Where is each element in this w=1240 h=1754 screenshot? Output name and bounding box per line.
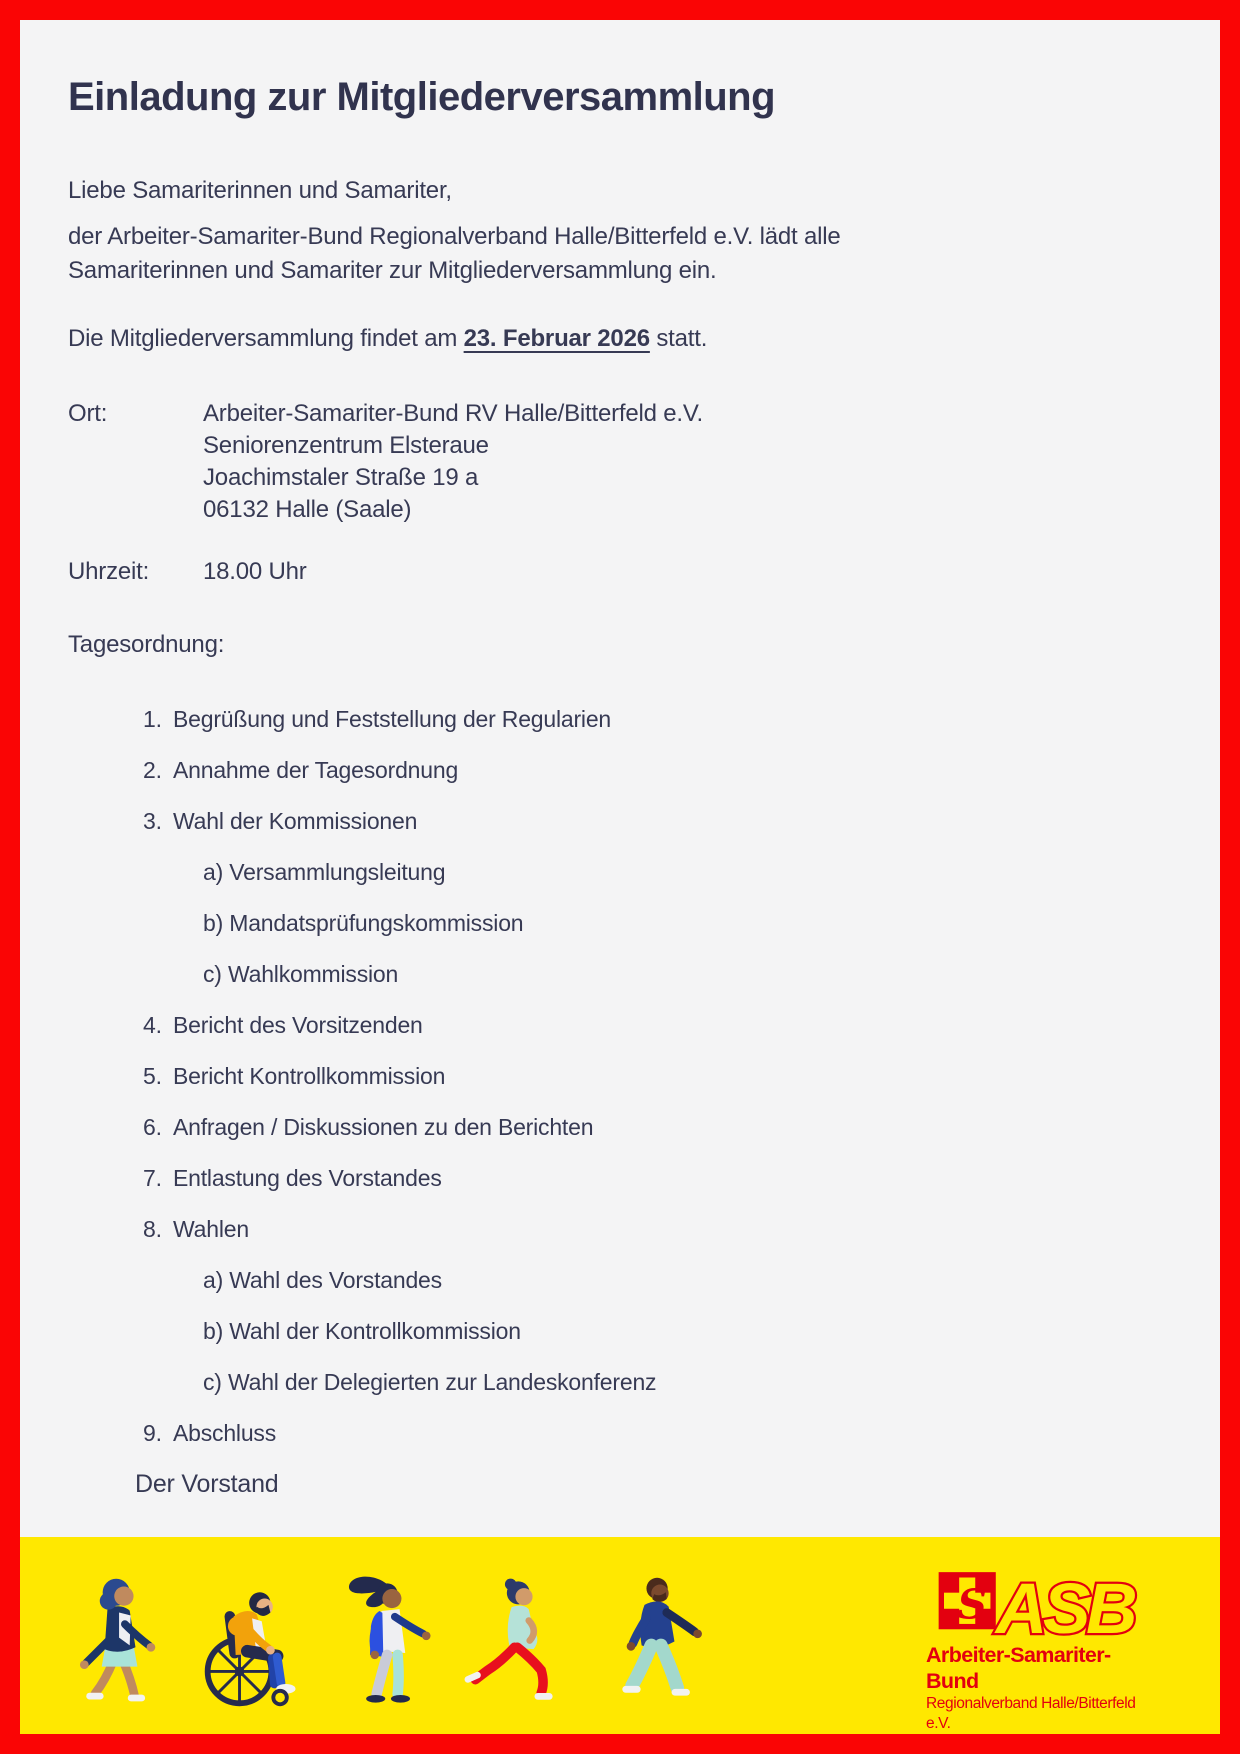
location-label: Ort:	[68, 400, 108, 427]
agenda-subitem: b) Mandatsprüfungskommission	[203, 910, 524, 936]
asb-logo-mark	[926, 1565, 1162, 1640]
agenda-item	[143, 1418, 1172, 1448]
agenda-item	[143, 1163, 1172, 1193]
agenda-item	[143, 1112, 1172, 1142]
page-title: Einladung zur Mitgliederversammlung	[68, 75, 776, 119]
agenda-item	[143, 755, 1172, 785]
footer-illustrations	[62, 1537, 722, 1734]
address-line: Arbeiter-Samariter-Bund RV Halle/Bitterfeld e.V.	[203, 400, 703, 427]
agenda-item-text: Anfragen / Diskussionen zu den Berichten	[173, 1114, 594, 1140]
location-row	[68, 398, 1172, 526]
agenda-item	[143, 1061, 1172, 1091]
salutation: Liebe Samariterinnen und Samariter,	[68, 177, 452, 204]
agenda-item-number: 7.	[143, 1165, 162, 1191]
closing-signature: Der Vorstand	[135, 1470, 279, 1498]
intro-paragraph	[68, 220, 1028, 288]
intro-line: Samariterinnen und Samariter zur Mitgliederversammlung ein.	[68, 257, 717, 284]
time-row	[68, 556, 1172, 588]
agenda-list	[143, 704, 1172, 1448]
time-value: 18.00 Uhr	[203, 558, 307, 585]
agenda-item	[143, 806, 1172, 836]
agenda-item-text: Entlastung des Vorstandes	[173, 1165, 442, 1191]
meeting-date: 23. Februar 2026	[463, 325, 650, 352]
agenda-item	[143, 1010, 1172, 1040]
agenda-item-number: 6.	[143, 1114, 162, 1140]
pregnant-runner-icon	[462, 1572, 586, 1712]
asb-region: Regionalverband Halle/Bitterfeld e.V.	[926, 1695, 1136, 1732]
date-sentence-suffix: statt.	[649, 325, 708, 352]
asb-monogram-letter: S	[957, 1579, 987, 1629]
address-line: Seniorenzentrum Elsteraue	[203, 432, 489, 459]
agenda-item-number: 4.	[143, 1012, 162, 1038]
agenda-item-text: Wahlen	[173, 1216, 249, 1242]
location-address	[203, 398, 703, 526]
agenda-item-number: 5.	[143, 1063, 162, 1089]
agenda-item-text: Annahme der Tagesordnung	[173, 757, 459, 783]
agenda-subitem: c) Wahl der Delegierten zur Landeskonferenz	[203, 1369, 657, 1395]
agenda-item-text: Bericht Kontrollkommission	[173, 1063, 446, 1089]
agenda-item-text: Bericht des Vorsitzenden	[173, 1012, 423, 1038]
agenda-item-number: 3.	[143, 808, 162, 834]
ponytail-woman-icon	[328, 1572, 452, 1712]
invitation-body	[20, 20, 1220, 1537]
asb-logo	[926, 1537, 1162, 1734]
intro-line: der Arbeiter-Samariter-Bund Regionalverband Halle/Bitterfeld e.V. lädt alle	[68, 223, 841, 250]
date-sentence-prefix: Die Mitgliederversammlung findet am	[68, 325, 464, 352]
address-line: 06132 Halle (Saale)	[203, 496, 412, 523]
agenda-subitem: c) Wahlkommission	[203, 961, 399, 987]
time-label: Uhrzeit:	[68, 558, 150, 585]
wheelchair-user-icon	[190, 1572, 318, 1712]
walking-woman-icon	[62, 1572, 180, 1712]
footer-band	[20, 1537, 1220, 1734]
walking-man-icon	[596, 1572, 722, 1712]
agenda-item-text: Begrüßung und Feststellung der Regularien	[173, 706, 612, 732]
agenda-subitem: b) Wahl der Kontrollkommission	[203, 1318, 521, 1344]
agenda-item-number: 9.	[143, 1420, 162, 1446]
date-sentence	[68, 324, 1172, 354]
agenda-item-number: 8.	[143, 1216, 162, 1242]
agenda-subitem: a) Wahl des Vorstandes	[203, 1267, 442, 1293]
address-line: Joachimstaler Straße 19 a	[203, 464, 479, 491]
agenda-item	[143, 1214, 1172, 1244]
asb-org-name: Arbeiter-Samariter-Bund	[926, 1643, 1111, 1693]
asb-acronym: ASB	[995, 1568, 1134, 1640]
agenda-item-text: Wahl der Kommissionen	[173, 808, 418, 834]
agenda-item-text: Abschluss	[173, 1420, 277, 1446]
agenda-item-number: 2.	[143, 757, 162, 783]
agenda-item-number: 1.	[143, 706, 162, 732]
agenda-subitem: a) Versammlungsleitung	[203, 859, 446, 885]
agenda-heading: Tagesordnung:	[68, 631, 225, 658]
agenda-item	[143, 704, 1172, 734]
